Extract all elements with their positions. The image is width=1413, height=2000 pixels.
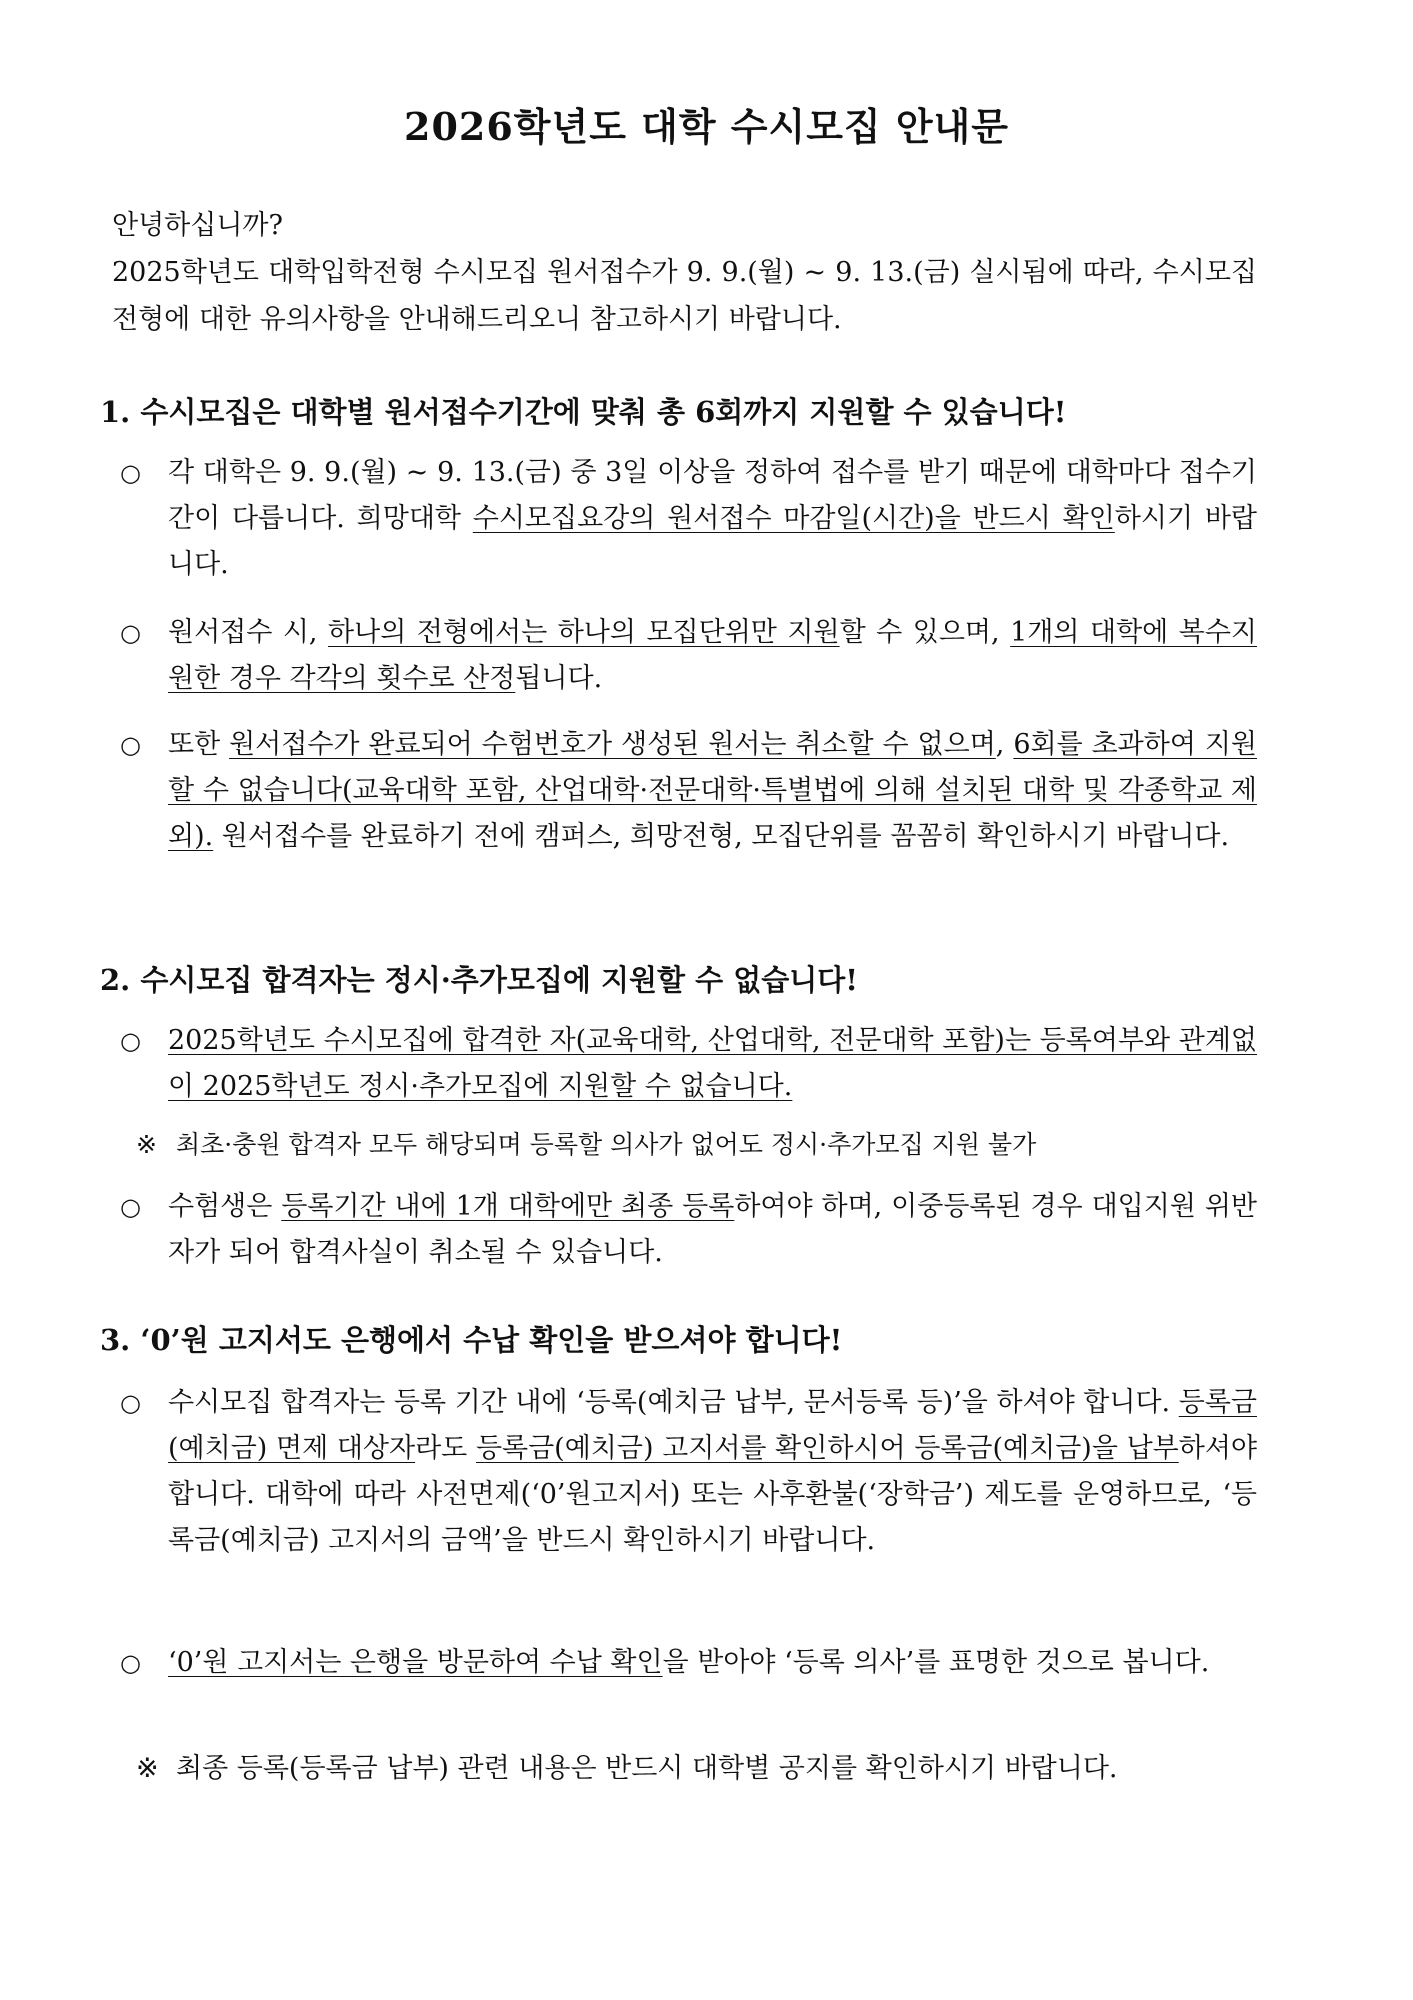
intro-section [112,202,1257,343]
intro-body: 2025학년도 대학입학전형 수시모집 원서접수가 9. 9.(월) ~ 9. 13.(금) 실시됨에 따라, 수시모집전형에 대한 유의사항을 안내해드리오니 참고하시기 바랍니다. [112,257,1257,335]
section-2-note [136,1122,1257,1168]
reference-mark-icon: ※ [136,1753,159,1784]
bullet-text: ‘0’원 고지서는 은행을 방문하여 수납 확인을 받아야 ‘등록 의사’를 표명한 것으로 봅니다. [168,1647,1210,1678]
bullet-text: 2025학년도 수시모집에 합격한 자(교육대학, 산업대학, 전문대학 포함)는 등록여부와 관계없이 2025학년도 정시·추가모집에 지원할 수 없습니다. [168,1025,1257,1102]
reference-mark-icon: ※ [136,1130,157,1159]
section-2-bullet-2 [120,1184,1257,1276]
bullet-text: 수시모집 합격자는 등록 기간 내에 ‘등록(예치금 납부, 문서등록 등)’을 하셔야 합니다. 등록금(예치금) 면제 대상자라도 등록금(예치금) 고지서를 확인하시어 등록금(예치금)을 납부하셔야 합니다. 대학에 따라 사전면제(‘0’원고지서) 또는 사후환불(‘장학금’) 제도를 운영하므로, ‘등록금(예치금) 고지서의 금액’을 반드시 확인하시기 바랍니다. [168,1387,1258,1556]
circle-bullet-icon: ○ [120,1027,141,1055]
circle-bullet-icon: ○ [120,619,141,647]
document-title: 2026학년도 대학 수시모집 안내문 [404,104,1009,149]
circle-bullet-icon: ○ [120,1649,141,1677]
bullet-text: 원서접수 시, 하나의 전형에서는 하나의 모집단위만 지원할 수 있으며, 1개의 대학에 복수지원한 경우 각각의 횟수로 산정됩니다. [168,617,1257,694]
section-2-heading: 2. 수시모집 합격자는 정시·추가모집에 지원할 수 없습니다! [100,963,859,997]
section-3-bullet-1 [120,1380,1257,1564]
bullet-text: 각 대학은 9. 9.(월) ~ 9. 13.(금) 중 3일 이상을 정하여 접수를 받기 때문에 대학마다 접수기간이 다릅니다. 희망대학 수시모집요강의 원서접수 마감일(시간)을 반드시 확인하시기 바랍니다. [168,457,1257,580]
section-1-heading: 1. 수시모집은 대학별 원서접수기간에 맞춰 총 6회까지 지원할 수 있습니다! [100,395,1067,429]
note-text: 최종 등록(등록금 납부) 관련 내용은 반드시 대학별 공지를 확인하시기 바랍니다. [176,1753,1118,1784]
circle-bullet-icon: ○ [120,731,141,759]
circle-bullet-icon: ○ [120,1193,141,1221]
section-1-bullet-3 [120,722,1257,860]
bullet-text: 또한 원서접수가 완료되어 수험번호가 생성된 원서는 취소할 수 없으며, 6회를 초과하여 지원할 수 없습니다(교육대학 포함, 산업대학·전문대학·특별법에 의해 설치된 대학 및 각종학교 제외). 원서접수를 완료하기 전에 캠퍼스, 희망전형, 모집단위를 꼼꼼히 확인하시기 바랍니다. [168,729,1257,852]
bullet-text: 수험생은 등록기간 내에 1개 대학에만 최종 등록하여야 하며, 이중등록된 경우 대입지원 위반자가 되어 합격사실이 취소될 수 있습니다. [168,1191,1257,1268]
section-1-bullet-1 [120,450,1257,588]
section-2-bullet-1 [120,1018,1257,1110]
intro-greeting: 안녕하십니까? [112,210,283,241]
circle-bullet-icon: ○ [120,1389,141,1417]
circle-bullet-icon: ○ [120,459,141,487]
section-3-note [136,1746,1257,1792]
section-1-bullet-2 [120,610,1257,702]
section-3-heading: 3. ‘0’원 고지서도 은행에서 수납 확인을 받으셔야 합니다! [100,1323,843,1357]
note-text: 최초·충원 합격자 모두 해당되며 등록할 의사가 없어도 정시·추가모집 지원 불가 [176,1130,1037,1159]
section-3-bullet-2 [120,1640,1257,1686]
